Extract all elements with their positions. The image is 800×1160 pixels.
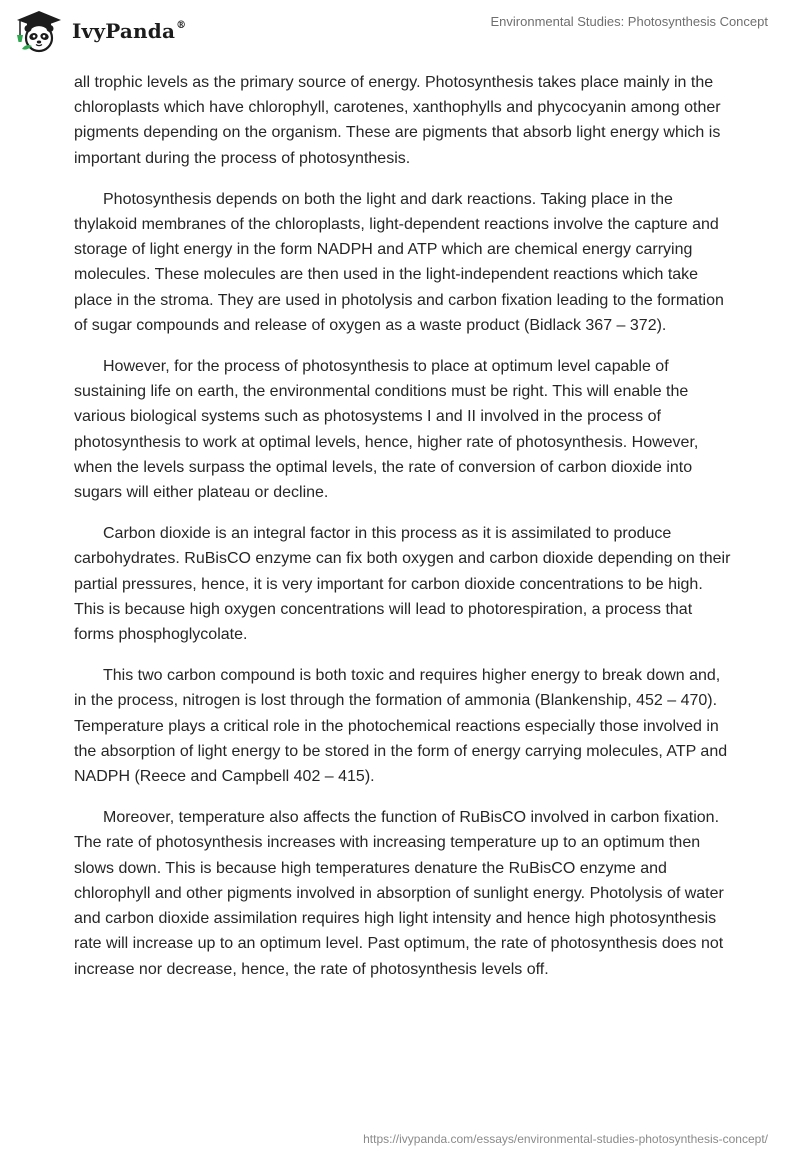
brand-name: IvyPanda® <box>72 19 187 43</box>
registered-mark: ® <box>176 20 187 32</box>
paragraph: Moreover, temperature also affects the function of RuBisCO involved in carbon fixation. The rate of photosynthesis increases with increasing temperature up to an optimum then slows down. This is because high temperatures denature the RuBisCO enzyme and chlorophyll and other pigments involved in absorption of sunlight energy. Photolysis of water and carbon dioxide assimilation requires high light intensity and hence high photosynthesis rate will increase up to an optimum level. Past optimum, the rate of photosynthesis does not increase nor decrease, hence, the rate of photosynthesis levels off. <box>74 809 724 978</box>
source-url-link[interactable]: https://ivypanda.com/essays/environmental-studies-photosynthesis-concept/ <box>363 1132 768 1146</box>
brand-logo[interactable] <box>14 8 186 54</box>
paragraph: Photosynthesis depends on both the light and dark reactions. Taking place in the thylakoid membranes of the chloroplasts, light-dependent reactions involve the capture and storage of light energy in the form NADPH and ATP which are chemical energy carrying molecules. These molecules are then used in the light-independent reactions which take place in the stroma. They are used in photolysis and carbon fixation leading to the formation of sugar compounds and release of oxygen as a waste product (Bidlack 367 – 372). <box>74 190 724 334</box>
page-header <box>0 0 800 70</box>
paragraph: all trophic levels as the primary source of energy. Photosynthesis takes place mainly in the chloroplasts which have chlorophyll, carotenes, xanthophylls and phycocyanin among other pigments depending on the organism. These are pigments that absorb light energy which is important during the process of photosynthesis. <box>74 74 721 167</box>
panda-graduation-cap-icon <box>14 9 64 53</box>
essay-body <box>74 70 734 998</box>
paragraph: This two carbon compound is both toxic and requires higher energy to break down and, in the process, nitrogen is lost through the formation of ammonia (Blankenship, 452 – 470). Temperature plays a critical role in the photochemical reactions especially those involved in the absorption of light energy to be stored in the form of energy carrying molecules, ATP and NADPH (Reece and Campbell 402 – 415). <box>74 667 728 786</box>
paragraph: Carbon dioxide is an integral factor in this process as it is assimilated to produce carbohydrates. RuBisCO enzyme can fix both oxygen and carbon dioxide depending on their partial pressures, hence, it is very important for carbon dioxide concentrations to be high. This is because high oxygen concentrations will lead to photorespiration, a process that forms phosphoglycolate. <box>74 525 731 644</box>
document-title: Environmental Studies: Photosynthesis Concept <box>490 14 768 29</box>
paragraph: However, for the process of photosynthesis to place at optimum level capable of sustaining life on earth, the environmental conditions must be right. This will enable the various biological systems such as photosystems I and II involved in the process of photosynthesis to work at optimal levels, hence, higher rate of photosynthesis. However, when the levels surpass the optimal levels, the rate of conversion of carbon dioxide into sugars will either plateau or decline. <box>74 358 699 502</box>
